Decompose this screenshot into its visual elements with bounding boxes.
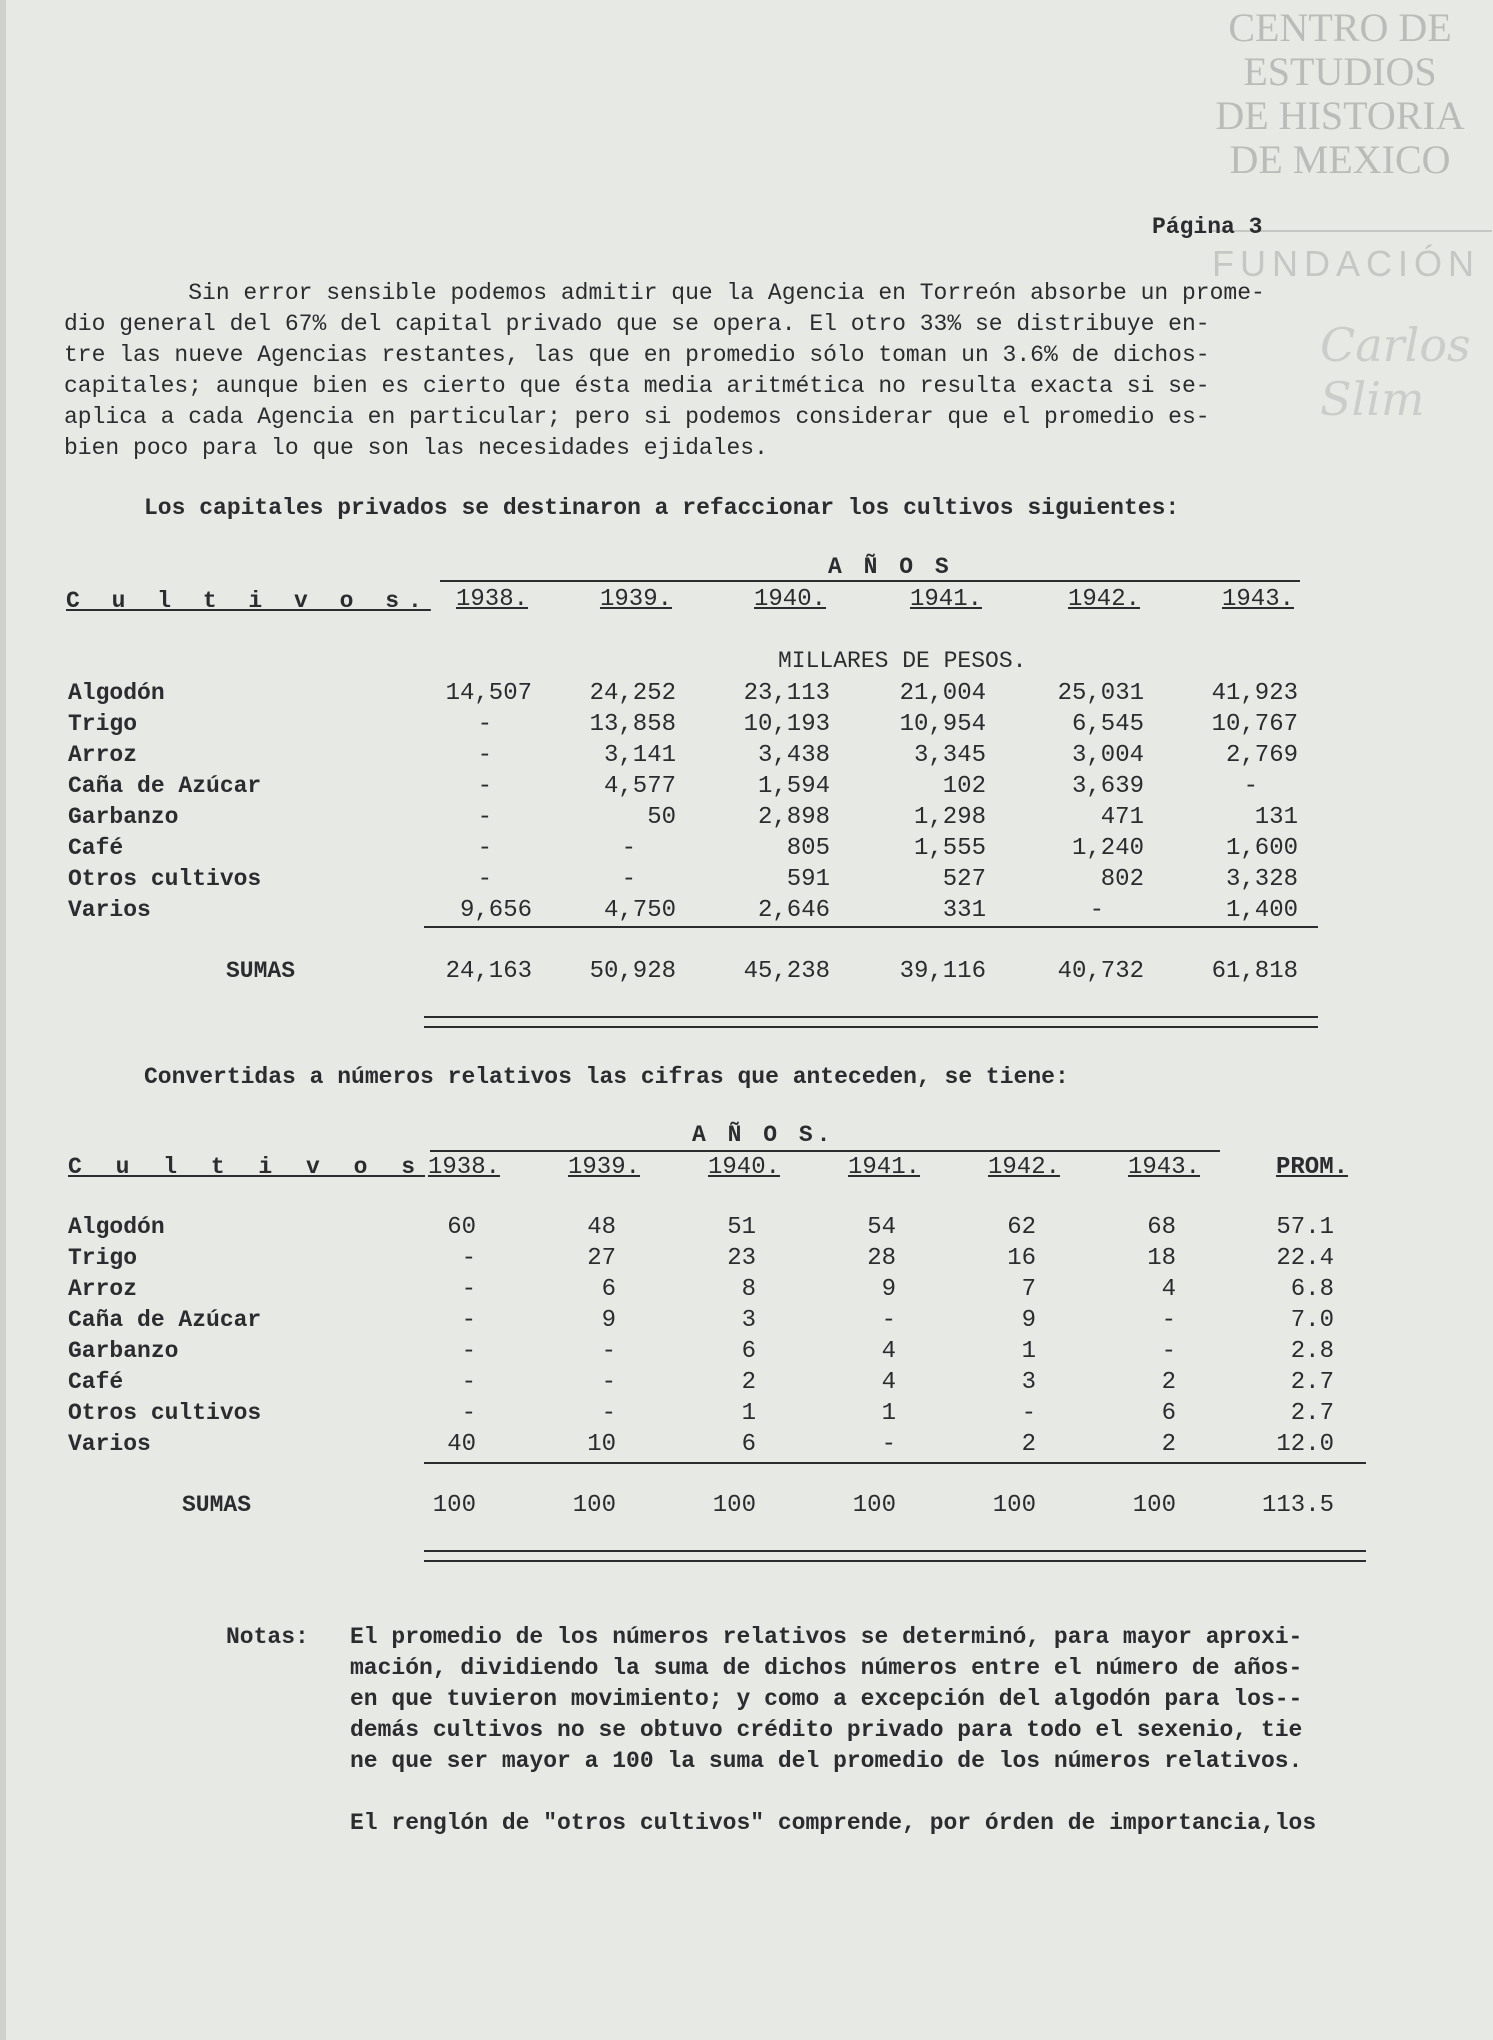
table1-cell: 1,400 — [1225, 897, 1298, 924]
intro-line: dio general del 67% del capital privado que se opera. El otro 33% se distribuye en- — [64, 311, 1210, 337]
table1-cell: 527 — [942, 866, 986, 893]
table2-cell: 7 — [1021, 1276, 1036, 1303]
table2-cell: 57.1 — [1276, 1214, 1334, 1241]
table2-total-cell: 113.5 — [1261, 1492, 1334, 1519]
watermark-line: DE MEXICO — [1229, 137, 1451, 182]
table1-cell: 3,141 — [603, 742, 676, 769]
table2-total-cell: 100 — [1132, 1492, 1176, 1519]
table2-row-label: Trigo — [68, 1245, 138, 1271]
table1-cell: 10,767 — [1211, 711, 1298, 738]
table2-group-header: A Ñ O S. — [692, 1122, 835, 1148]
intro-line: Sin error sensible podemos admitir que la Agencia en Torreón absorbe un prome- — [64, 280, 1265, 306]
table1-cell: 10,954 — [899, 711, 986, 738]
table2-cell: 28 — [867, 1245, 896, 1272]
table1-cell: 1,298 — [913, 804, 986, 831]
notes-label: Notas: — [226, 1624, 309, 1650]
table1-cell: 131 — [1254, 804, 1298, 831]
watermark-logo — [1190, 6, 1490, 182]
table2-cell: 2.8 — [1290, 1338, 1334, 1365]
table2-cell: - — [1161, 1307, 1176, 1334]
table1-cell: 2,769 — [1225, 742, 1298, 769]
table1-row-label: Café — [68, 835, 124, 861]
table1-year-header: 1942. — [1067, 586, 1140, 613]
table1-cell: 13,858 — [589, 711, 676, 738]
watermark-signature: Carlos Slim — [1320, 318, 1471, 426]
table1-total-label: SUMAS — [226, 958, 296, 984]
table1-row-label: Arroz — [68, 742, 138, 768]
table1-cell: 1,600 — [1225, 835, 1298, 862]
table2-cell: 1 — [1021, 1338, 1036, 1365]
table2-row-label: Varios — [68, 1431, 151, 1457]
table1-cell: 24,252 — [589, 680, 676, 707]
table1-cell: 3,438 — [757, 742, 830, 769]
table2-row-label: Algodón — [68, 1214, 165, 1240]
table2-year-header: 1938. — [427, 1154, 500, 1181]
table2-cell: - — [601, 1369, 616, 1396]
table1-year-header: 1939. — [599, 586, 672, 613]
table2-cell: - — [601, 1338, 616, 1365]
table2-year-header: PROM. — [1275, 1154, 1348, 1181]
table2-row-label: Garbanzo — [68, 1338, 179, 1364]
table2-cell: - — [461, 1276, 476, 1303]
table1-cell: - — [1089, 897, 1104, 924]
table2-cell: 22.4 — [1276, 1245, 1334, 1272]
table1-cell: 14,507 — [445, 680, 532, 707]
table2-cell: 4 — [881, 1338, 896, 1365]
notes-line: El promedio de los números relativos se determinó, para mayor aproxi- — [350, 1624, 1303, 1650]
table1-cell: 4,750 — [603, 897, 676, 924]
table1-cell: - — [621, 835, 636, 862]
notes-line: mación, dividiendo la suma de dichos números entre el número de años- — [350, 1655, 1303, 1681]
table2-cell: 12.0 — [1276, 1431, 1334, 1458]
table1-cell: 1,594 — [757, 773, 830, 800]
table2-cell: 3 — [741, 1307, 756, 1334]
table1-total-cell: 24,163 — [445, 958, 532, 985]
table2-cell: 8 — [741, 1276, 756, 1303]
table2-cell: 9 — [601, 1307, 616, 1334]
table1-group-header: A Ñ O S — [828, 554, 953, 580]
intro-line: aplica a cada Agencia en particular; pero si podemos considerar que el promedio es- — [64, 404, 1210, 430]
table1-year-header: 1940. — [753, 586, 826, 613]
table2-cell: - — [461, 1307, 476, 1334]
table1-total-cell: 50,928 — [589, 958, 676, 985]
table1-cell: - — [477, 835, 492, 862]
table1-cell: 1,555 — [913, 835, 986, 862]
table1-cell: - — [477, 866, 492, 893]
table1-double-rule-a — [424, 1016, 1318, 1018]
table2-intro: Convertidas a números relativos las cifras que anteceden, se tiene: — [144, 1064, 1069, 1090]
table2-cell: - — [881, 1307, 896, 1334]
table2-year-header: 1939. — [567, 1154, 640, 1181]
table2-year-header: 1941. — [847, 1154, 920, 1181]
table2-row-label: Café — [68, 1369, 124, 1395]
page-number: Página 3 — [1152, 214, 1263, 240]
table1-row-label: Garbanzo — [68, 804, 179, 830]
table2-cell: - — [1021, 1400, 1036, 1427]
table1-cell: 6,545 — [1071, 711, 1144, 738]
table2-cell: 54 — [867, 1214, 896, 1241]
table1-group-rule — [440, 580, 1300, 582]
intro-line: capitales; aunque bien es cierto que ésta media aritmética no resulta exacta si se- — [64, 373, 1210, 399]
table1-units: MILLARES DE PESOS. — [778, 648, 1027, 674]
table2-double-rule-a — [424, 1550, 1366, 1552]
table2-cell: - — [881, 1431, 896, 1458]
table2-row-label: Otros cultivos — [68, 1400, 262, 1426]
intro-line: bien poco para lo que son las necesidades ejidales. — [64, 435, 768, 461]
table2-group-rule — [430, 1150, 1220, 1152]
table2-total-cell: 100 — [992, 1492, 1036, 1519]
table1-cell: 4,577 — [603, 773, 676, 800]
table2-cell: 40 — [447, 1431, 476, 1458]
table1-cell: 3,639 — [1071, 773, 1144, 800]
table2-cell: 9 — [1021, 1307, 1036, 1334]
table1-cell: 41,923 — [1211, 680, 1298, 707]
table1-total-cell: 45,238 — [743, 958, 830, 985]
table1-cell: 331 — [942, 897, 986, 924]
table1-total-cell: 61,818 — [1211, 958, 1298, 985]
table2-cell: 68 — [1147, 1214, 1176, 1241]
table1-cell: 471 — [1100, 804, 1144, 831]
table1-cell: 10,193 — [743, 711, 830, 738]
table1-year-header: 1941. — [909, 586, 982, 613]
table2-cell: 1 — [881, 1400, 896, 1427]
table2-cell: 60 — [447, 1214, 476, 1241]
table2-cell: 6.8 — [1290, 1276, 1334, 1303]
table1-double-rule-b — [424, 1026, 1318, 1028]
table2-cell: 2.7 — [1290, 1400, 1334, 1427]
table1-intro: Los capitales privados se destinaron a refaccionar los cultivos siguientes: — [144, 495, 1180, 521]
watermark-fundacion: FUNDACIÓN — [1212, 243, 1480, 284]
table2-cell: - — [461, 1338, 476, 1365]
table1-cell: - — [477, 711, 492, 738]
table2-year-header: 1940. — [707, 1154, 780, 1181]
table2-cell: 4 — [1161, 1276, 1176, 1303]
table2-year-header: 1943. — [1127, 1154, 1200, 1181]
intro-line: tre las nueve Agencias restantes, las que en promedio sólo toman un 3.6% de dichos- — [64, 342, 1210, 368]
table2-cell: 6 — [1161, 1400, 1176, 1427]
table1-year-header: 1938. — [455, 586, 528, 613]
table1-row-label: Caña de Azúcar — [68, 773, 262, 799]
watermark-line: CENTRO DE — [1228, 5, 1452, 50]
table2-cell: - — [461, 1400, 476, 1427]
table2-cell: 1 — [741, 1400, 756, 1427]
table1-cell: 591 — [786, 866, 830, 893]
table2-total-cell: 100 — [712, 1492, 756, 1519]
table2-total-cell: 100 — [852, 1492, 896, 1519]
table1-cell: 805 — [786, 835, 830, 862]
table1-cell: 25,031 — [1057, 680, 1144, 707]
table2-total-rule — [424, 1462, 1366, 1464]
table2-col-label: C u l t i v o s — [68, 1154, 426, 1180]
table2-cell: 10 — [587, 1431, 616, 1458]
table1-total-cell: 39,116 — [899, 958, 986, 985]
table2-total-cell: 100 — [432, 1492, 476, 1519]
table2-cell: 62 — [1007, 1214, 1036, 1241]
table2-cell: - — [461, 1245, 476, 1272]
table1-cell: 21,004 — [899, 680, 986, 707]
table2-cell: 48 — [587, 1214, 616, 1241]
table1-cell: 3,328 — [1225, 866, 1298, 893]
table2-cell: 6 — [601, 1276, 616, 1303]
table1-cell: 3,004 — [1071, 742, 1144, 769]
table1-cell: - — [1243, 773, 1258, 800]
table2-cell: 6 — [741, 1338, 756, 1365]
table2-cell: 6 — [741, 1431, 756, 1458]
table2-cell: - — [1161, 1338, 1176, 1365]
table2-cell: 2 — [1161, 1369, 1176, 1396]
table2-total-label: SUMAS — [182, 1492, 252, 1518]
notes-line: en que tuvieron movimiento; y como a excepción del algodón para los-- — [350, 1686, 1303, 1712]
table2-cell: 3 — [1021, 1369, 1036, 1396]
table1-row-label: Trigo — [68, 711, 138, 737]
table2-cell: 2.7 — [1290, 1369, 1334, 1396]
table2-cell: - — [601, 1400, 616, 1427]
table1-row-label: Otros cultivos — [68, 866, 262, 892]
table2-cell: 23 — [727, 1245, 756, 1272]
table2-row-label: Caña de Azúcar — [68, 1307, 262, 1333]
page-edge — [0, 0, 6, 2040]
table1-year-header: 1943. — [1221, 586, 1294, 613]
table2-double-rule-b — [424, 1560, 1366, 1562]
table1-cell: - — [477, 804, 492, 831]
table2-cell: 4 — [881, 1369, 896, 1396]
table2-cell: 2 — [1021, 1431, 1036, 1458]
table1-cell: 802 — [1100, 866, 1144, 893]
table2-cell: 9 — [881, 1276, 896, 1303]
table2-year-header: 1942. — [987, 1154, 1060, 1181]
table1-total-cell: 40,732 — [1057, 958, 1144, 985]
table1-cell: - — [477, 773, 492, 800]
table1-total-rule — [424, 926, 1318, 928]
table1-cell: 9,656 — [459, 897, 532, 924]
table1-col-label: C u l t i v o s. — [66, 588, 431, 614]
table1-cell: 23,113 — [743, 680, 830, 707]
table1-cell: 3,345 — [913, 742, 986, 769]
table2-total-cell: 100 — [572, 1492, 616, 1519]
table1-cell: - — [621, 866, 636, 893]
table2-cell: 2 — [1161, 1431, 1176, 1458]
table1-row-label: Algodón — [68, 680, 165, 706]
watermark-line: DE HISTORIA — [1215, 93, 1465, 138]
table2-row-label: Arroz — [68, 1276, 138, 1302]
table2-cell: 51 — [727, 1214, 756, 1241]
notes-line: demás cultivos no se obtuvo crédito privado para todo el sexenio, tie — [350, 1717, 1303, 1743]
table2-cell: 27 — [587, 1245, 616, 1272]
notes-line: ne que ser mayor a 100 la suma del promedio de los números relativos. — [350, 1748, 1303, 1774]
table2-cell: 2 — [741, 1369, 756, 1396]
table1-cell: 2,898 — [757, 804, 830, 831]
table2-cell: - — [461, 1369, 476, 1396]
table1-row-label: Varios — [68, 897, 151, 923]
notes-last-line: El renglón de "otros cultivos" comprende, por órden de importancia,los — [350, 1810, 1317, 1836]
table1-cell: 102 — [942, 773, 986, 800]
table1-cell: 2,646 — [757, 897, 830, 924]
table2-cell: 7.0 — [1290, 1307, 1334, 1334]
table2-cell: 16 — [1007, 1245, 1036, 1272]
table1-cell: 50 — [647, 804, 676, 831]
watermark-line: ESTUDIOS — [1243, 49, 1437, 94]
table2-cell: 18 — [1147, 1245, 1176, 1272]
table1-cell: - — [477, 742, 492, 769]
table1-cell: 1,240 — [1071, 835, 1144, 862]
